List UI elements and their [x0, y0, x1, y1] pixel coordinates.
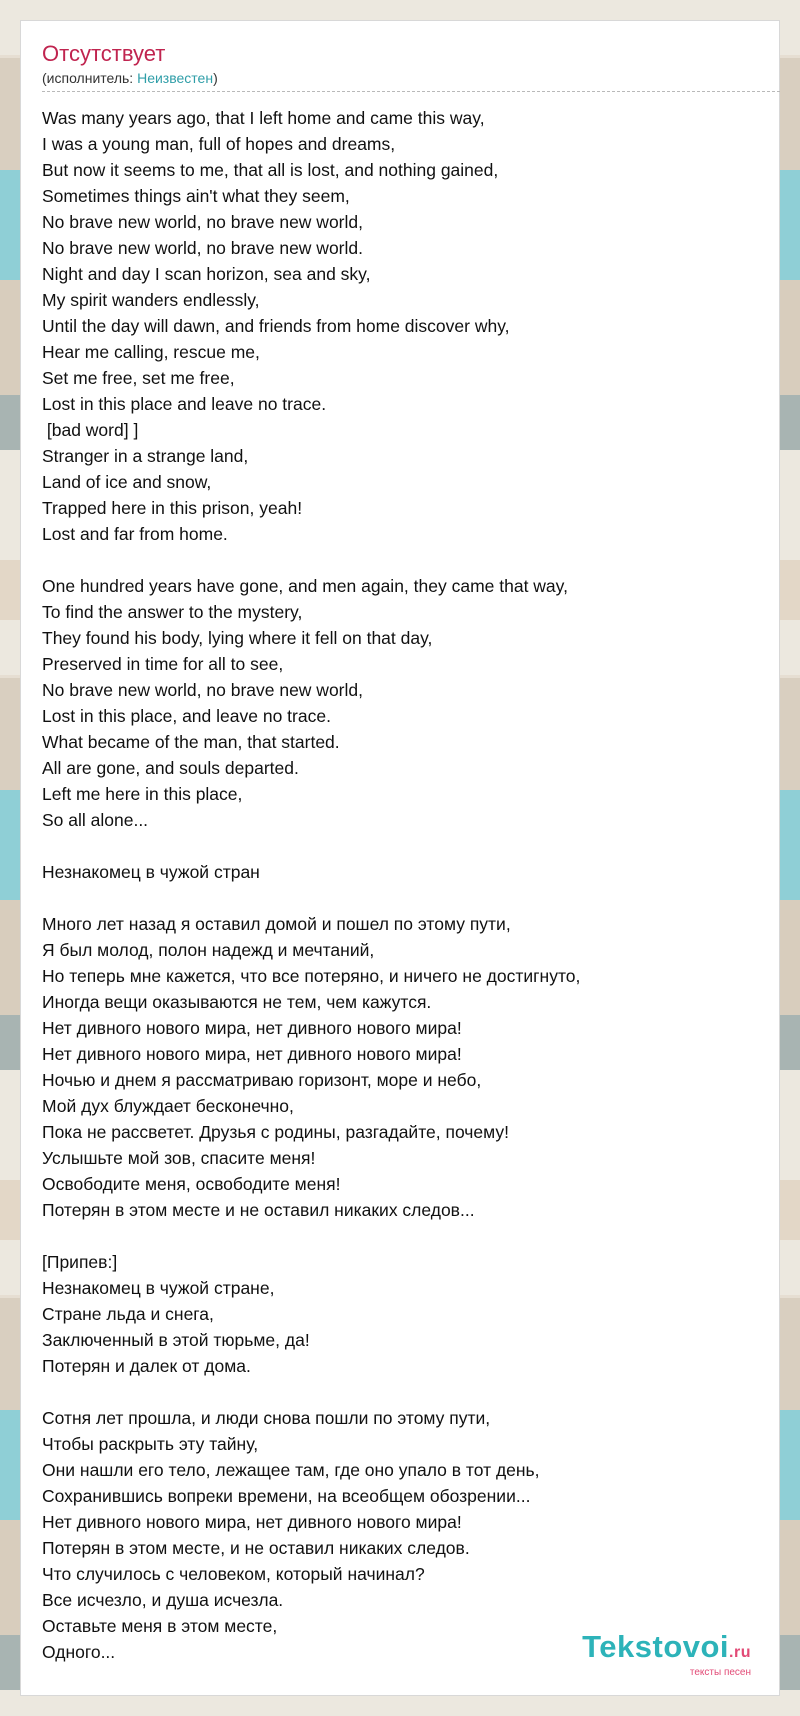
- lyrics-line: I was a young man, full of hopes and dreams,: [42, 134, 396, 154]
- lyrics-line: Sometimes things ain't what they seem,: [42, 186, 350, 206]
- lyrics-line: They found his body, lying where it fell on that day,: [42, 628, 433, 648]
- lyrics-line: Но теперь мне кажется, что все потеряно, и ничего не достигнуто,: [42, 966, 581, 986]
- lyrics-line: But now it seems to me, that all is lost, and nothing gained,: [42, 160, 499, 180]
- lyrics-line: Night and day I scan horizon, sea and sky,: [42, 264, 371, 284]
- lyrics-line: Нет дивного нового мира, нет дивного нового мира!: [42, 1018, 462, 1038]
- lyrics-line: Until the day will dawn, and friends from home discover why,: [42, 316, 510, 336]
- lyrics-line: Сохранившись вопреки времени, на всеобщем обозрении...: [42, 1486, 531, 1506]
- lyrics-line: Стране льда и снега,: [42, 1304, 214, 1324]
- lyrics-line: Оставьте меня в этом месте,: [42, 1616, 278, 1636]
- lyrics-line: Hear me calling, rescue me,: [42, 342, 260, 362]
- lyrics-line: Lost in this place, and leave no trace.: [42, 706, 331, 726]
- lyrics-line: No brave new world, no brave new world,: [42, 680, 363, 700]
- lyrics-line: One hundred years have gone, and men again, they came that way,: [42, 576, 568, 596]
- logo-tld: .ru: [729, 1644, 751, 1661]
- song-title: Отсутствует: [42, 41, 166, 66]
- lyrics-line: Мой дух блуждает бесконечно,: [42, 1096, 294, 1116]
- lyrics-line: Trapped here in this prison, yeah!: [42, 498, 303, 518]
- site-logo[interactable]: [582, 1631, 751, 1679]
- lyrics-line: Заключенный в этой тюрьме, да!: [42, 1330, 310, 1350]
- lyrics-line: Land of ice and snow,: [42, 472, 212, 492]
- lyrics-line: No brave new world, no brave new world.: [42, 238, 363, 258]
- lyrics-line: Пока не рассветет. Друзья с родины, разгадайте, почему!: [42, 1122, 509, 1142]
- lyrics-line: Они нашли его тело, лежащее там, где оно упало в тот день,: [42, 1460, 540, 1480]
- lyrics-line: My spirit wanders endlessly,: [42, 290, 260, 310]
- lyrics-line: Lost and far from home.: [42, 524, 228, 544]
- lyrics-line: Set me free, set me free,: [42, 368, 235, 388]
- lyrics-line: Нет дивного нового мира, нет дивного нового мира!: [42, 1512, 462, 1532]
- song-header: [42, 41, 780, 92]
- lyrics-line: Preserved in time for all to see,: [42, 654, 284, 674]
- artist-prefix: (исполнитель:: [42, 70, 138, 86]
- lyrics-line: Все исчезло, и душа исчезла.: [42, 1590, 284, 1610]
- lyrics-line: Ночью и днем я рассматриваю горизонт, море и небо,: [42, 1070, 482, 1090]
- lyrics-line: Lost in this place and leave no trace.: [42, 394, 327, 414]
- lyrics-line: Сотня лет прошла, и люди снова пошли по этому пути,: [42, 1408, 491, 1428]
- artist-link[interactable]: Неизвестен: [137, 70, 214, 86]
- lyrics-card: [20, 20, 780, 1696]
- lyrics-line: Stranger in a strange land,: [42, 446, 249, 466]
- lyrics-line: Left me here in this place,: [42, 784, 243, 804]
- lyrics-blank-line: [42, 833, 762, 859]
- logo-name: Tekstovoi: [582, 1629, 730, 1664]
- lyrics-line: Одного...: [42, 1642, 116, 1662]
- lyrics-line: So all alone...: [42, 810, 149, 830]
- lyrics-line: Потерян в этом месте и не оставил никаких следов...: [42, 1200, 475, 1220]
- lyrics-blank-line: [42, 885, 762, 911]
- artist-suffix: ): [213, 70, 218, 86]
- lyrics-blank-line: [42, 1223, 762, 1249]
- lyrics-line: [bad word] ]: [42, 420, 139, 440]
- lyrics-line: Was many years ago, that I left home and came this way,: [42, 108, 485, 128]
- lyrics-line: Нет дивного нового мира, нет дивного нового мира!: [42, 1044, 462, 1064]
- lyrics-line: Много лет назад я оставил домой и пошел по этому пути,: [42, 914, 511, 934]
- artist-line: [42, 69, 780, 92]
- lyrics-line: Потерян и далек от дома.: [42, 1356, 251, 1376]
- lyrics-line: To find the answer to the mystery,: [42, 602, 303, 622]
- lyrics-line: Потерян в этом месте, и не оставил никаких следов.: [42, 1538, 470, 1558]
- lyrics-line: Чтобы раскрыть эту тайну,: [42, 1434, 259, 1454]
- lyrics-line: Незнакомец в чужой стране,: [42, 1278, 275, 1298]
- lyrics-line: Незнакомец в чужой стран: [42, 862, 260, 882]
- lyrics-line: What became of the man, that started.: [42, 732, 340, 752]
- lyrics-line: Я был молод, полон надежд и мечтаний,: [42, 940, 375, 960]
- lyrics-line: No brave new world, no brave new world,: [42, 212, 363, 232]
- lyrics-line: All are gone, and souls departed.: [42, 758, 299, 778]
- lyrics-text: [42, 105, 762, 1665]
- lyrics-line: [Припев:]: [42, 1252, 118, 1272]
- lyrics-line: Что случилось с человеком, который начинал?: [42, 1564, 425, 1584]
- logo-tagline: тексты песен: [689, 1667, 751, 1678]
- lyrics-line: Иногда вещи оказываются не тем, чем кажутся.: [42, 992, 432, 1012]
- lyrics-line: Услышьте мой зов, спасите меня!: [42, 1148, 316, 1168]
- lyrics-blank-line: [42, 547, 762, 573]
- lyrics-blank-line: [42, 1379, 762, 1405]
- lyrics-line: Освободите меня, освободите меня!: [42, 1174, 341, 1194]
